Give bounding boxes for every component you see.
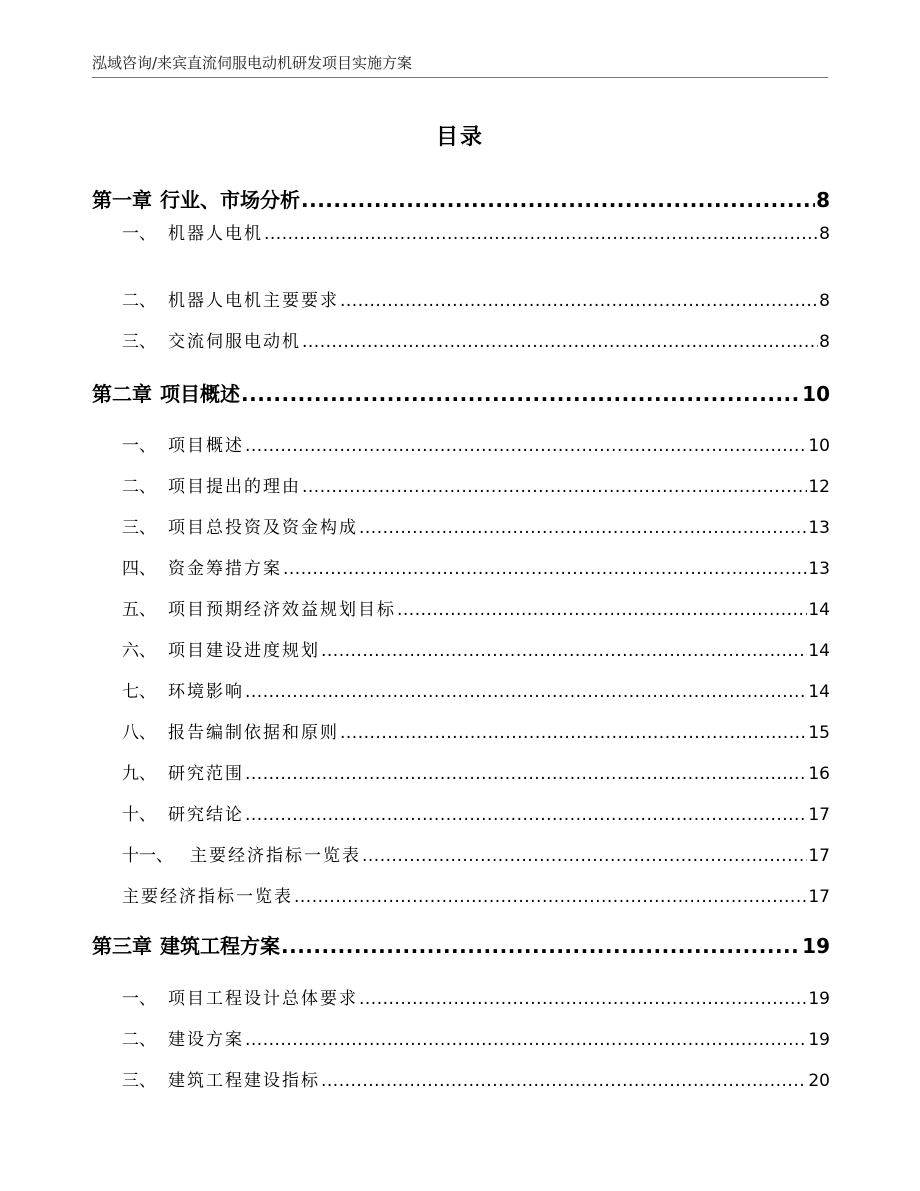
toc-entry-section[interactable] (122, 882, 830, 907)
toc-entry-label: 建筑工程方案 (160, 934, 280, 958)
toc-entry-section[interactable] (122, 431, 830, 456)
toc-entry-label: 交流伺服电动机 (168, 332, 301, 352)
toc-leader (397, 600, 807, 620)
toc-entry-number: 九、 (122, 764, 156, 784)
toc-leader (359, 518, 807, 538)
toc-leader (301, 188, 815, 212)
toc-entry-number: 一、 (122, 436, 156, 456)
toc-leader (245, 436, 807, 456)
toc-entry-label: 项目提出的理由 (168, 477, 301, 497)
toc-leader (283, 559, 807, 579)
toc-entry-number: 第一章 (92, 188, 152, 212)
toc-leader (245, 682, 807, 702)
toc-entry-number: 八、 (122, 723, 156, 743)
toc-entry-page: 14 (808, 641, 830, 661)
toc-entry-number: 三、 (122, 1071, 156, 1091)
toc-entry-number: 四、 (122, 559, 156, 579)
toc-entry-page: 8 (816, 188, 830, 212)
toc-entry-page: 19 (802, 934, 830, 958)
toc-entry-number: 六、 (122, 641, 156, 661)
toc-leader (245, 805, 807, 825)
header-divider (92, 77, 828, 78)
toc-entry-label: 项目概述 (160, 382, 240, 406)
toc-entry-section[interactable] (122, 841, 830, 866)
toc-entry-page: 8 (819, 224, 830, 244)
toc-entry-section[interactable] (122, 800, 830, 825)
toc-entry-label: 项目总投资及资金构成 (168, 518, 358, 538)
toc-entry-number: 一、 (122, 224, 156, 244)
toc-entry-number: 第二章 (92, 382, 152, 406)
toc-entry-section[interactable] (122, 472, 830, 497)
toc-entry-number: 十一、 (122, 846, 173, 866)
toc-entry-number: 三、 (122, 518, 156, 538)
toc-entry-label: 项目工程设计总体要求 (168, 989, 358, 1009)
toc-entry-page: 16 (808, 764, 830, 784)
toc-entry-label: 项目建设进度规划 (168, 641, 320, 661)
toc-entry-label: 研究结论 (168, 805, 244, 825)
toc-entry-label: 主要经济指标一览表 (122, 887, 293, 907)
toc-entry-section[interactable] (122, 718, 830, 743)
toc-entry-page: 13 (808, 559, 830, 579)
toc-entry-page: 14 (808, 600, 830, 620)
toc-entry-page: 13 (808, 518, 830, 538)
toc-entry-label: 报告编制依据和原则 (168, 723, 339, 743)
toc-entry-label: 机器人电机主要要求 (168, 291, 339, 311)
toc-leader (302, 332, 818, 352)
toc-entry-number: 五、 (122, 600, 156, 620)
toc-entry-chapter[interactable] (92, 930, 830, 959)
toc-entry-number: 二、 (122, 477, 156, 497)
toc-leader (294, 887, 807, 907)
toc-entry-section[interactable] (122, 984, 830, 1009)
toc-entry-chapter[interactable] (92, 184, 830, 213)
toc-entry-chapter[interactable] (92, 378, 830, 407)
toc-entry-section[interactable] (122, 513, 830, 538)
toc-entry-page: 8 (819, 291, 830, 311)
toc-entry-page: 8 (819, 332, 830, 352)
toc-entry-page: 14 (808, 682, 830, 702)
toc-entry-section[interactable] (122, 219, 830, 244)
toc-entry-section[interactable] (122, 327, 830, 352)
toc-leader (321, 641, 807, 661)
toc-leader (245, 1030, 807, 1050)
toc-entry-label: 项目预期经济效益规划目标 (168, 600, 396, 620)
toc-entry-page: 17 (808, 846, 830, 866)
toc-entry-page: 10 (802, 382, 830, 406)
toc-entry-section[interactable] (122, 1066, 830, 1091)
toc-leader (264, 224, 818, 244)
toc-entry-page: 17 (808, 805, 830, 825)
toc-leader (340, 291, 818, 311)
toc-leader (281, 934, 801, 958)
toc-entry-page: 10 (808, 436, 830, 456)
toc-entry-section[interactable] (122, 1025, 830, 1050)
toc-title: 目录 (435, 125, 484, 150)
toc-entry-number: 二、 (122, 1030, 156, 1050)
toc-entry-number: 十、 (122, 805, 156, 825)
toc-entry-label: 项目概述 (168, 436, 244, 456)
toc-entry-page: 12 (808, 477, 830, 497)
toc-entry-number: 第三章 (92, 934, 152, 958)
toc-entry-number: 二、 (122, 291, 156, 311)
toc-entry-number: 七、 (122, 682, 156, 702)
toc-entry-label: 环境影响 (168, 682, 244, 702)
toc-leader (241, 382, 801, 406)
toc-entry-label: 主要经济指标一览表 (190, 846, 361, 866)
toc-leader (245, 764, 807, 784)
running-header: 泓域咨询/来宾直流伺服电动机研发项目实施方案 (92, 54, 413, 72)
toc-entry-page: 20 (808, 1071, 830, 1091)
toc-entry-section[interactable] (122, 286, 830, 311)
toc-leader (321, 1071, 807, 1091)
toc-entry-label: 资金筹措方案 (168, 559, 282, 579)
toc-entry-number: 三、 (122, 332, 156, 352)
toc-leader (302, 477, 807, 497)
toc-entry-page: 19 (808, 1030, 830, 1050)
toc-entry-label: 建筑工程建设指标 (168, 1071, 320, 1091)
toc-leader (340, 723, 807, 743)
toc-entry-section[interactable] (122, 636, 830, 661)
toc-entry-page: 15 (808, 723, 830, 743)
toc-entry-label: 行业、市场分析 (160, 188, 300, 212)
toc-entry-number: 一、 (122, 989, 156, 1009)
toc-entry-label: 建设方案 (168, 1030, 244, 1050)
toc-entry-section[interactable] (122, 759, 830, 784)
toc-entry-page: 19 (808, 989, 830, 1009)
toc-entry-label: 机器人电机 (168, 224, 263, 244)
toc-entry-label: 研究范围 (168, 764, 244, 784)
toc-leader (359, 989, 807, 1009)
toc-leader (362, 846, 807, 866)
toc-entry-section[interactable] (122, 677, 830, 702)
toc-entry-page: 17 (808, 887, 830, 907)
toc-entry-section[interactable] (122, 595, 830, 620)
toc-entry-section[interactable] (122, 554, 830, 579)
